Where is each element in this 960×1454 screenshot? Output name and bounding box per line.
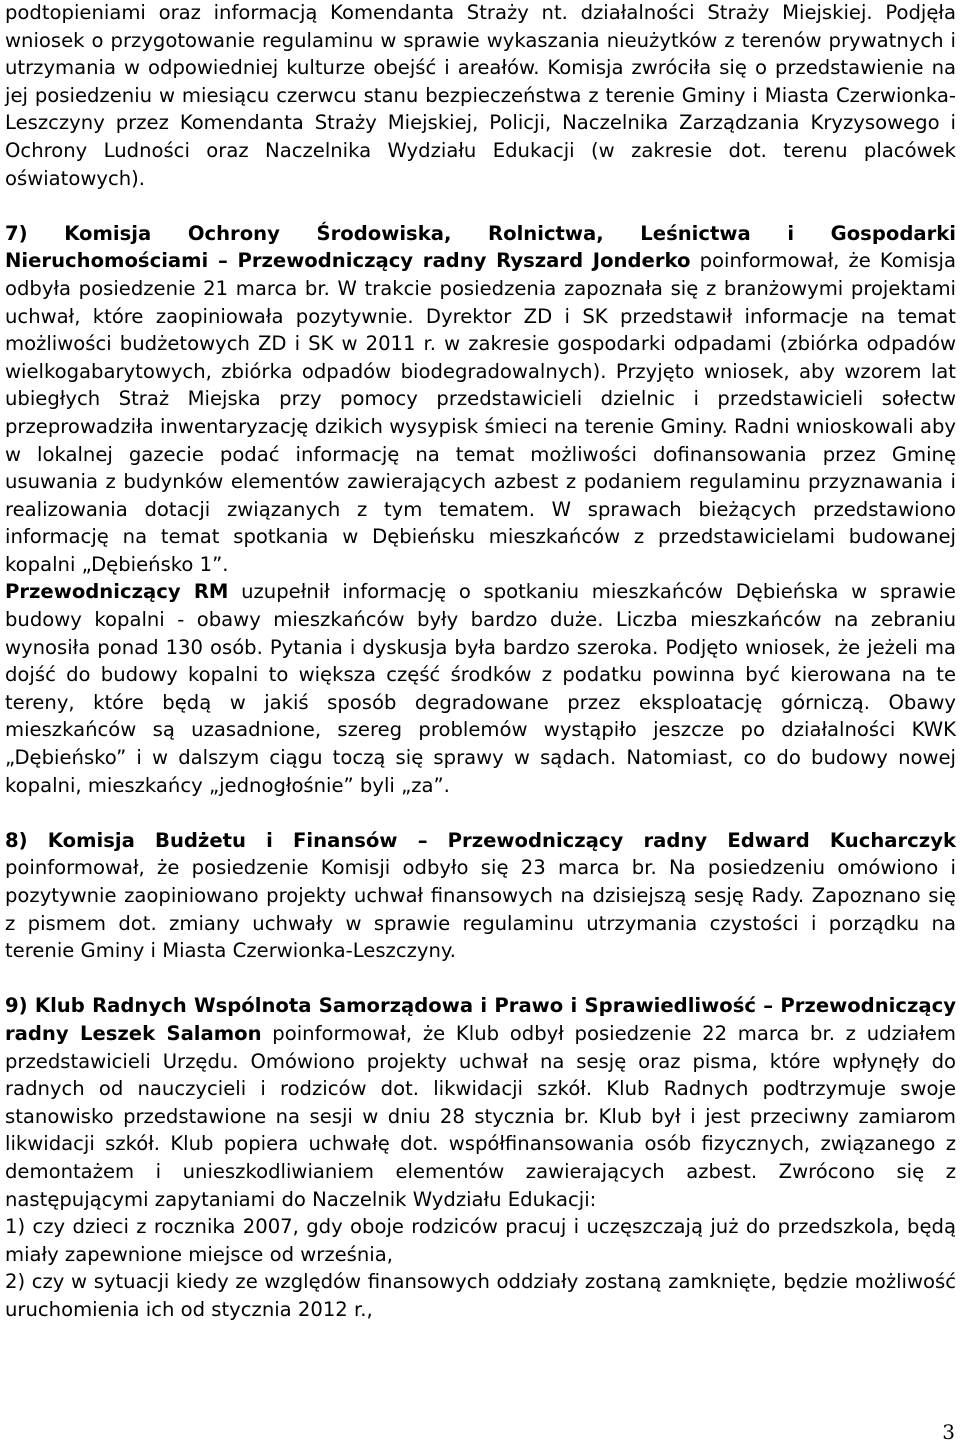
paragraph-item-8: [5, 827, 956, 965]
paragraph-committee-report-continued: [5, 0, 956, 192]
paragraph-text: uzupełnił informację o spotkaniu mieszkańców Dębieńska w sprawie budowy kopalni - obawy mieszkańców były bardzo duże. Liczba mieszkańców na zebraniu wynosiła ponad 130 osób. Pytania i dyskusja była bardzo szeroka. Podjęto wniosek, że jeżeli ma dojść do budowy kopalni to większa część środków z podatku powinna być kierowana na te tereny, które będą w jakiś sposób degradowane przez eksploatację górniczą. Obawy mieszkańców są uzasadnione, szereg problemów wystąpiło jeszcze po działalności KWK „Dębieńsko” i w dalszym ciągu toczą się sprawy w sądach. Natomiast, co do budowy nowej kopalni, mieszkańcy „jednogłośnie” byli „za”.: [5, 580, 956, 797]
paragraph-item-9: [5, 992, 956, 1213]
speaker-name: Przewodniczący RM: [5, 580, 229, 604]
paragraph-text: podtopieniami oraz informacją Komendanta Straży nt. działalności Straży Miejskiej. Podjęła wniosek o przygotowanie regulaminu w sprawie wykaszania nieużytków z terenów prywatnych i utrzymania w odpowiedniej kulturze obejść i areałów. Komisja zwróciła się o przedstawienie na jej posiedzeniu w miesiącu czerwcu stanu bezpieczeństwa z terenie Gminy i Miasta Czerwionka-Leszczyny przez Komendanta Straży Miejskiej, Policji, Naczelnika Zarządzania Kryzysowego i Ochrony Ludności oraz Naczelnika Wydziału Edukacji (w zakresie dot. terenu placówek oświatowych).: [5, 1, 956, 190]
paragraph-spacer: [5, 192, 956, 220]
paragraph-text: poinformował, że Komisja odbyła posiedzenie 21 marca br. W trakcie posiedzenia zapoznała się z branżowymi projektami uchwał, które zaopiniowała pozytywnie. Dyrektor ZD i SK przedstawił informacje na temat możliwości budżetowych ZD i SK w 2011 r. w zakresie gospodarki odpadami (zbiórka odpadów wielkogabarytowych, zbiórka odpadów biodegradowalnych). Przyjęto wniosek, aby wzorem lat ubiegłych Straż Miejska przy pomocy przedstawicieli dzielnic i przedstawicieli sołectw przeprowadziła inwentaryzację dzikich wysypisk śmieci na terenie Gminy. Radni wnioskowali aby w lokalnej gazecie podać informację na temat możliwości dofinansowania przez Gminę usuwania z budynków elementów zawierających azbest z podaniem regulaminu przyznawania i realizowania dotacji związanych z tym tematem. W sprawach bieżących przedstawiono informację na temat spotkania w Dębieńsku mieszkańców z przedstawicielami budowanej kopalni „Dębieńsko 1”.: [5, 249, 956, 576]
page-number: 3: [942, 1420, 955, 1444]
paragraph-spacer: [5, 799, 956, 827]
document-page: [5, 0, 956, 1324]
list-item-question-2: [5, 1268, 956, 1323]
section-heading-item-8: 8) Komisja Budżetu i Finansów – Przewodniczący radny Edward Kucharczyk: [5, 828, 956, 852]
list-item-text: 2) czy w sytuacji kiedy ze względów finansowych oddziały zostaną zamknięte, będzie możliwość uruchomienia ich od stycznia 2012 r.,: [5, 1270, 956, 1321]
section-heading-item-9: 9) Klub Radnych Wspólnota Samorządowa i Prawo i Sprawiedliwość – Przewodniczący radny Leszek Salamon: [5, 994, 956, 1045]
paragraph-item-7: [5, 220, 956, 579]
list-item-question-1: [5, 1213, 956, 1268]
paragraph-text: poinformował, że posiedzenie Komisji odbyło się 23 marca br. Na posiedzeniu omówiono i pozytywnie zaopiniowano projekty uchwał finansowych na dzisiejszą sesję Rady. Zapoznano się z pismem dot. zmiany uchwały w sprawie regulaminu utrzymania czystości i porządku na terenie Gminy i Miasta Czerwionka-Leszczyny.: [5, 856, 956, 963]
paragraph-spacer: [5, 965, 956, 993]
section-heading-item-7: 7) Komisja Ochrony Środowiska, Rolnictwa, Leśnictwa i Gospodarki Nieruchomościami – Przewodniczący radny Ryszard Jonderko: [5, 221, 956, 273]
list-item-text: 1) czy dzieci z rocznika 2007, gdy oboje rodziców pracuj i uczęszczają już do przedszkola, będą miały zapewnione miejsce od września,: [5, 1215, 956, 1266]
paragraph-chairman-supplement: [5, 578, 956, 799]
paragraph-text: poinformował, że Klub odbył posiedzenie 22 marca br. z udziałem przedstawicieli Urzędu. Omówiono projekty uchwał na sesję oraz pisma, które wpłynęły do radnych od nauczycieli i rodziców dot. likwidacji szkół. Klub Radnych podtrzymuje swoje stanowisko przedstawione na sesji w dniu 28 stycznia br. Klub był i jest przeciwny zamiarom likwidacji szkół. Klub popiera uchwałę dot. współfinansowania osób fizycznych, związanego z demontażem i unieszkodliwianiem elementów zawierających azbest. Zwrócono się z następującymi zapytaniami do Naczelnik Wydziału Edukacji:: [5, 1021, 956, 1211]
